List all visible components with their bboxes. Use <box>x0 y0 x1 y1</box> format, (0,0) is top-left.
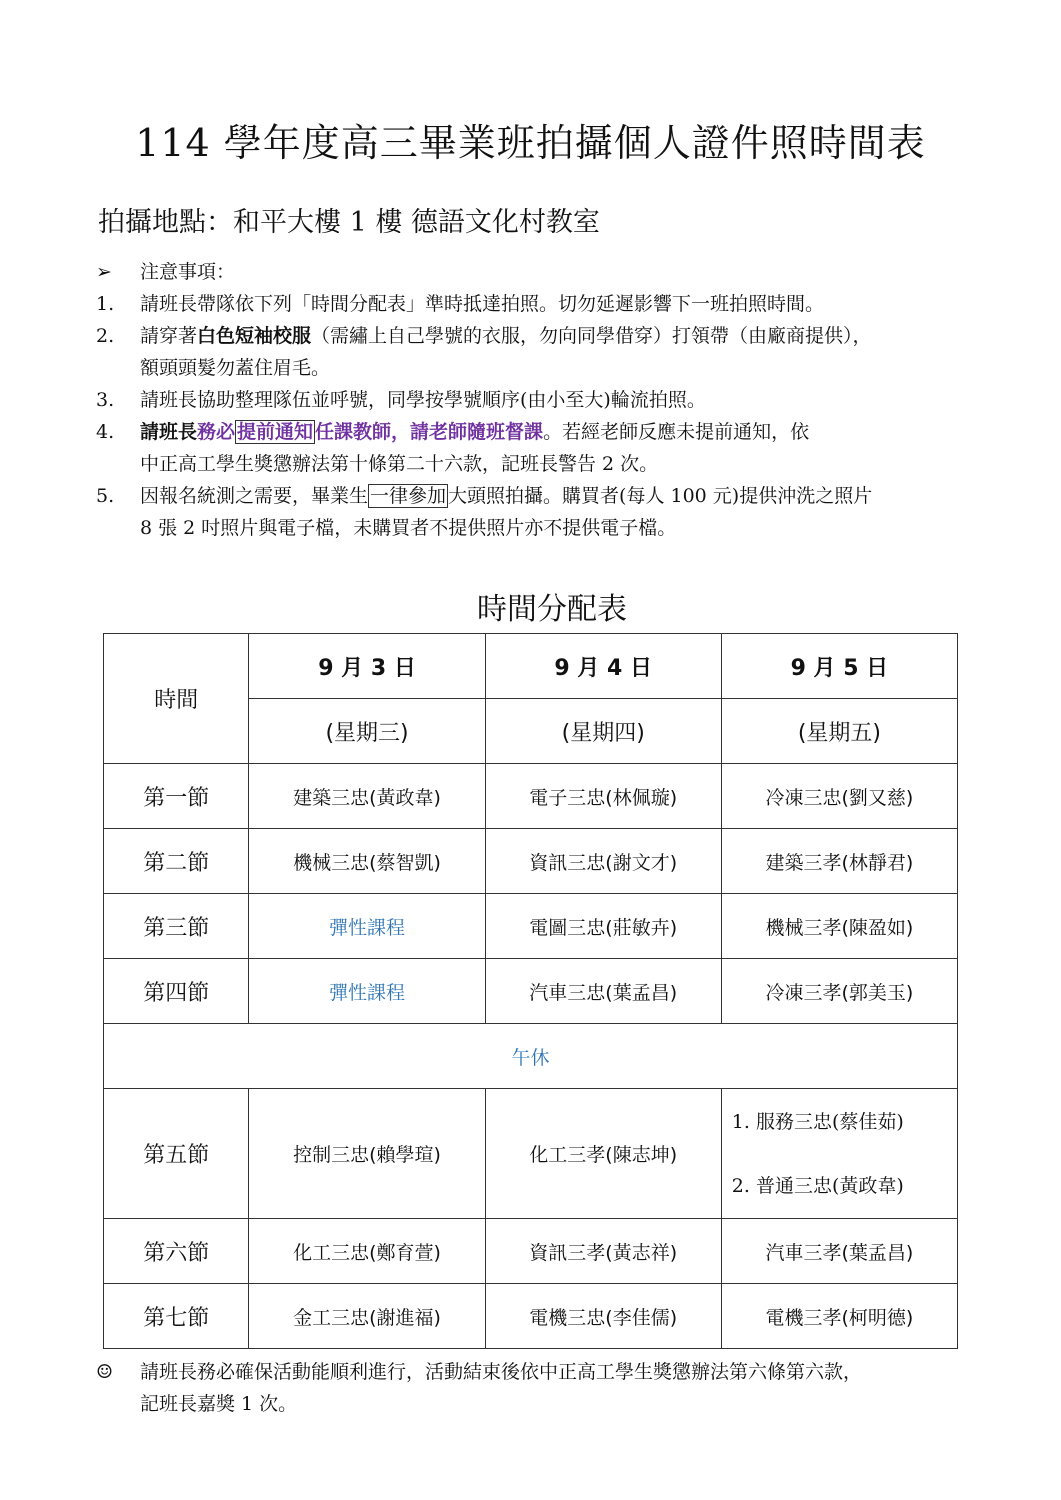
period-label: 第七節 <box>104 1284 249 1349</box>
table-row <box>104 894 958 959</box>
note-highlight: 務必 <box>197 421 236 443</box>
table-row <box>104 959 958 1024</box>
date-header: 9 月 4 日 <box>485 634 721 699</box>
class-cell: 控制三忠(賴學瑄) <box>249 1089 485 1219</box>
class-cell: 機械三孝(陳盈如) <box>721 894 957 959</box>
schedule-table <box>103 633 958 1349</box>
footer-text: 請班長務必確保活動能順利進行，活動結束後依中正高工學生獎懲辦法第六條第六款， <box>140 1361 863 1383</box>
class-cell: 化工三孝(陳志坤) <box>485 1089 721 1219</box>
note-continuation: 中正高工學生獎懲辦法第十條第二十六款，記班長警告 2 次。 <box>140 453 659 475</box>
table-row <box>104 1089 958 1219</box>
footer-note <box>96 1356 976 1420</box>
note-highlight: 任課教師，請老師隨班督課 <box>315 421 544 443</box>
note-number: 4. <box>96 421 115 443</box>
note-emphasis: 白色短袖校服 <box>197 325 312 347</box>
notes-header-label: 注意事項： <box>140 261 236 283</box>
note-text: 大頭照拍攝。購買者(每人 100 元)提供沖洗之照片 <box>448 485 873 507</box>
class-cell: 電圖三忠(莊敏卉) <box>485 894 721 959</box>
class-cell: 資訊三孝(黃志祥) <box>485 1219 721 1284</box>
class-cell: 化工三忠(鄭育萱) <box>249 1219 485 1284</box>
notes-header <box>96 256 976 288</box>
table-row <box>104 1284 958 1349</box>
table-row <box>104 764 958 829</box>
notes-section <box>96 256 976 544</box>
flex-course-cell: 彈性課程 <box>249 894 485 959</box>
class-cell: 建築三忠(黃政韋) <box>249 764 485 829</box>
note-number: 2. <box>96 325 115 347</box>
page-title: 114 學年度高三畢業班拍攝個人證件照時間表 <box>135 121 926 165</box>
table-row <box>104 829 958 894</box>
class-cell: 金工三忠(謝進福) <box>249 1284 485 1349</box>
date-header: 9 月 5 日 <box>721 634 957 699</box>
note-text: 因報名統測之需要，畢業生 <box>140 485 369 507</box>
class-cell: 電機三忠(李佳儒) <box>485 1284 721 1349</box>
weekday-header: (星期四) <box>485 699 721 764</box>
note-boxed-text: 一律參加 <box>370 485 447 507</box>
note-text: 請穿著 <box>140 325 198 347</box>
note-boxed-highlight: 提前通知 <box>237 421 314 443</box>
arrow-icon: ➢ <box>96 261 112 283</box>
period-label: 第五節 <box>104 1089 249 1219</box>
class-cell: 冷凍三忠(劉又慈) <box>721 764 957 829</box>
flex-course-cell: 彈性課程 <box>249 959 485 1024</box>
date-header: 9 月 3 日 <box>249 634 485 699</box>
period-label: 第二節 <box>104 829 249 894</box>
table-row <box>104 1219 958 1284</box>
lunch-row <box>104 1024 958 1089</box>
class-cell: 資訊三忠(謝文才) <box>485 829 721 894</box>
note-item-5 <box>96 480 976 544</box>
note-number: 5. <box>96 485 115 507</box>
note-text: 。若經老師反應未提前通知，依 <box>543 421 810 443</box>
time-header: 時間 <box>104 634 249 764</box>
class-entry: 1. 服務三忠(蔡佳茹) <box>731 1110 904 1133</box>
note-item-4 <box>96 416 976 480</box>
period-label: 第三節 <box>104 894 249 959</box>
note-text: （需繡上自己學號的衣服，勿向同學借穿）打領帶（由廠商提供）， <box>311 325 872 347</box>
class-cell: 汽車三忠(葉孟昌) <box>485 959 721 1024</box>
weekday-header: (星期三) <box>249 699 485 764</box>
class-entry: 2. 普通三忠(黃政韋) <box>731 1174 904 1197</box>
note-continuation: 8 張 2 吋照片與電子檔，未購買者不提供照片亦不提供電子檔。 <box>140 517 677 539</box>
table-title: 時間分配表 <box>477 592 627 627</box>
location-text: 拍攝地點：和平大樓 1 樓 德語文化村教室 <box>98 207 600 238</box>
footer-continuation: 記班長嘉獎 1 次。 <box>140 1393 298 1415</box>
note-emphasis: 請班長 <box>140 421 198 443</box>
lunch-cell: 午休 <box>104 1024 958 1089</box>
note-item-1 <box>96 288 976 320</box>
period-label: 第六節 <box>104 1219 249 1284</box>
class-cell: 電子三忠(林佩璇) <box>485 764 721 829</box>
class-cell: 電機三孝(柯明德) <box>721 1284 957 1349</box>
class-cell: 建築三孝(林靜君) <box>721 829 957 894</box>
note-text: 請班長協助整理隊伍並呼號，同學按學號順序(由小至大)輪流拍照。 <box>140 389 706 411</box>
class-cell: 機械三忠(蔡智凱) <box>249 829 485 894</box>
weekday-header: (星期五) <box>721 699 957 764</box>
note-number: 1. <box>96 293 115 315</box>
note-text: 請班長帶隊依下列「時間分配表」準時抵達拍照。切勿延遲影響下一班拍照時間。 <box>140 293 825 315</box>
period-label: 第一節 <box>104 764 249 829</box>
smiley-icon: ☺ <box>96 1361 114 1383</box>
note-item-2 <box>96 320 976 384</box>
class-cell: 汽車三孝(葉孟昌) <box>721 1219 957 1284</box>
period-label: 第四節 <box>104 959 249 1024</box>
class-cell: 冷凍三孝(郭美玉) <box>721 959 957 1024</box>
note-item-3 <box>96 384 976 416</box>
multi-class-cell <box>721 1089 957 1219</box>
note-number: 3. <box>96 389 115 411</box>
note-continuation: 額頭頭髮勿蓋住眉毛。 <box>140 357 331 379</box>
